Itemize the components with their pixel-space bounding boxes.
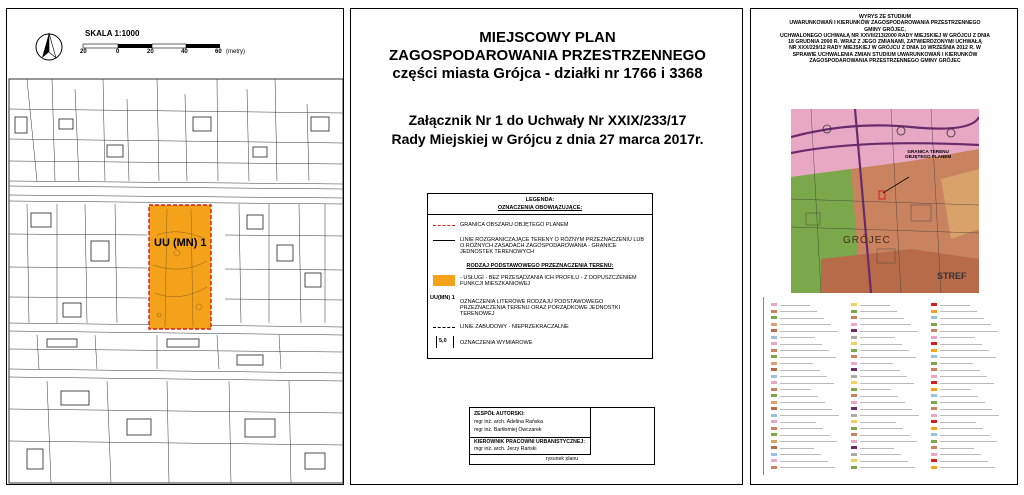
study-legend-text-line — [780, 363, 813, 364]
study-legend-swatch — [771, 355, 777, 358]
study-legend-text-line — [780, 409, 832, 410]
study-legend-text-line — [860, 344, 902, 345]
study-legend-text-line — [860, 357, 916, 358]
study-legend-swatch — [851, 446, 857, 449]
study-title-line: WYRYS ZE STUDIUM — [859, 14, 911, 20]
service-zone-swatch — [433, 275, 455, 286]
legend-basic-use: RODZAJ PODSTAWOWEGO PRZEZNACZENIA TERENU: — [466, 263, 614, 269]
study-legend-text-line — [940, 344, 982, 345]
study-legend-text-line — [940, 422, 976, 423]
scale-unit: (metry) — [226, 49, 245, 55]
study-legend-text-line — [940, 454, 981, 455]
study-legend-swatch — [851, 466, 857, 469]
study-legend-swatch — [931, 407, 937, 410]
study-legend-text-line — [780, 467, 835, 468]
study-legend-text-line — [780, 305, 810, 306]
study-legend-swatch — [931, 446, 937, 449]
study-legend-text-line — [860, 337, 895, 338]
study-legend-swatch — [771, 420, 777, 423]
study-legend-text-line — [860, 428, 903, 429]
study-legend-text-line — [940, 415, 999, 416]
study-legend-text-line — [940, 461, 988, 462]
study-legend-text-line — [780, 422, 816, 423]
study-legend-text-line — [780, 441, 837, 442]
study-legend-text-line — [940, 370, 980, 371]
resolution-title — [351, 111, 743, 149]
study-legend-swatch — [931, 453, 937, 456]
study-legend-swatch — [931, 381, 937, 384]
study-legend-text-line — [860, 389, 891, 390]
study-legend-text-line — [780, 357, 836, 358]
study-legend-swatch — [851, 355, 857, 358]
study-title-line: NR XXX/229/12 RADY MIEJSKIEJ W GRÓJCU Z DNIA 10 WRZEŚNIA 2012 R. W — [789, 45, 981, 52]
study-legend-text-line — [780, 396, 818, 397]
title-line: ZAGOSPODAROWANIA PRZESTRZENNEGO — [389, 47, 706, 64]
study-legend-text-line — [940, 409, 992, 410]
study-legend-text-line — [940, 318, 984, 319]
legend-binding: OZNACZENIA OBOWIĄZUJĄCE: — [497, 205, 583, 211]
study-title-line: GMINY GRÓJEC, — [864, 26, 906, 33]
study-legend-swatch — [931, 401, 937, 404]
study-legend-swatch — [851, 401, 857, 404]
building-line-icon — [433, 327, 455, 328]
study-legend-swatch — [931, 459, 937, 462]
study-legend-swatch — [851, 407, 857, 410]
study-legend-text-line — [780, 402, 825, 403]
study-legend-text-line — [860, 461, 908, 462]
title-line: Załącznik Nr 1 do Uchwały Nr XXIX/233/17 — [408, 112, 687, 128]
zone-label: UU (MN) 1 — [154, 237, 207, 249]
study-legend-text-line — [940, 331, 998, 332]
study-legend-swatch — [771, 394, 777, 397]
study-legend-swatch — [771, 323, 777, 326]
study-legend-text-line — [860, 324, 911, 325]
study-legend-text-line — [780, 324, 831, 325]
drawing-label: rysunek planu — [545, 456, 579, 462]
study-legend-swatch — [931, 362, 937, 365]
study-legend-swatch — [851, 453, 857, 456]
authors-box — [469, 407, 655, 465]
legend-divider — [428, 214, 652, 215]
study-legend-text-line — [940, 389, 971, 390]
study-legend-text-line — [860, 448, 894, 449]
study-legend-text-line — [860, 396, 898, 397]
legend-services: - USŁUGI - BEZ PRZESĄDZANIA ICH PROFILU - Z DOPUSZCZENIEM FUNKCJI MIESZKANIOWEJ — [460, 275, 637, 288]
legend-box — [427, 193, 653, 359]
study-legend-swatch — [931, 316, 937, 319]
study-legend-swatch — [771, 303, 777, 306]
study-legend-swatch — [771, 375, 777, 378]
plan-title — [351, 29, 743, 83]
study-legend-swatch — [931, 466, 937, 469]
study-legend-text-line — [940, 383, 994, 384]
study-legend-swatch — [931, 433, 937, 436]
study-legend-text-line — [780, 311, 817, 312]
author-name: mgr inż. Bartłomiej Owczarek — [474, 427, 542, 433]
study-legend-swatch — [931, 355, 937, 358]
study-legend-text-line — [940, 324, 991, 325]
study-legend-swatch — [851, 323, 857, 326]
plan-map-panel — [6, 8, 344, 485]
study-legend-swatch — [851, 349, 857, 352]
study-legend-swatch — [771, 336, 777, 339]
legend-header: LEGENDA: — [525, 197, 555, 203]
legend-border: GRANICA OBSZARU OBJĘTEGO PLANEM — [460, 222, 569, 228]
study-legend-text-line — [940, 402, 985, 403]
study-legend-text-line — [860, 409, 912, 410]
study-legend-swatch — [931, 303, 937, 306]
scale-title: SKALA 1:1000 — [85, 29, 140, 38]
study-legend-swatch — [771, 407, 777, 410]
study-legend-text-line — [940, 441, 997, 442]
study-map — [791, 109, 979, 293]
study-legend-swatch — [771, 427, 777, 430]
study-legend-swatch — [931, 427, 937, 430]
study-legend-swatch — [771, 342, 777, 345]
legend-letter-marks: OZNACZENIA LITEROWE RODZAJU PODSTAWOWEGO PRZEZNACZENIA TERENU ORAZ PORZĄDKOWE JEDNOSTKI TERENOWEJ — [460, 299, 621, 318]
study-legend-swatch — [851, 414, 857, 417]
study-legend-text-line — [780, 448, 814, 449]
study-legend-swatch — [851, 388, 857, 391]
study-legend-text-line — [860, 422, 896, 423]
study-legend-text-line — [860, 318, 904, 319]
study-legend-swatch — [931, 394, 937, 397]
study-legend-swatch — [851, 368, 857, 371]
study-legend-text-line — [940, 305, 970, 306]
study-legend-text-line — [860, 441, 917, 442]
study-legend-text-line — [780, 318, 824, 319]
scale-tick: 20 — [147, 49, 154, 55]
study-legend-swatch — [771, 466, 777, 469]
study-legend — [763, 297, 1007, 475]
study-legend-text-line — [940, 396, 978, 397]
study-legend-swatch — [931, 388, 937, 391]
study-legend-text-line — [940, 467, 995, 468]
study-legend-text-line — [780, 337, 815, 338]
study-legend-text-line — [940, 435, 990, 436]
study-legend-text-line — [860, 305, 890, 306]
study-legend-swatch — [851, 420, 857, 423]
study-legend-text-line — [860, 454, 901, 455]
scale-tick: 0 — [116, 49, 120, 55]
study-legend-text-line — [780, 370, 820, 371]
division-line-icon — [433, 240, 455, 241]
study-legend-swatch — [931, 420, 937, 423]
north-arrow-icon — [36, 33, 62, 60]
study-legend-text-line — [860, 383, 914, 384]
study-legend-text-line — [860, 370, 900, 371]
study-legend-swatch — [931, 375, 937, 378]
study-legend-swatch — [851, 303, 857, 306]
study-legend-text-line — [780, 331, 838, 332]
study-legend-swatch — [851, 316, 857, 319]
study-legend-swatch — [771, 316, 777, 319]
scale-bar — [83, 44, 220, 48]
study-legend-swatch — [931, 440, 937, 443]
study-title-line: SPRAWIE UCHWALENIA ZMIAN STUDIUM UWARUNKOWAŃ I KIERUNKÓW — [792, 51, 978, 58]
author-name: mgr inż. arch. Adelina Rańska — [474, 419, 543, 425]
study-legend-text-line — [780, 428, 823, 429]
study-legend-text-line — [860, 311, 897, 312]
study-legend-swatch — [851, 381, 857, 384]
study-legend-text-line — [860, 350, 909, 351]
boundary-note: GRANICA TERENU OBJĘTEGO PLANEM — [905, 149, 952, 160]
study-excerpt-panel — [750, 8, 1018, 485]
study-legend-swatch — [851, 427, 857, 430]
legend-building-lines: LINIE ZABUDOWY - NIEPRZEKRACZALNE — [460, 324, 569, 330]
study-legend-text-line — [780, 376, 827, 377]
study-legend-swatch — [851, 459, 857, 462]
study-title-line: 18 GRUDNIA 2000 R. WRAZ Z JEGO ZMIANAMI, ZATWIERDZONYMI UCHWAŁĄ — [788, 39, 982, 46]
study-legend-text-line — [860, 376, 907, 377]
study-legend-swatch — [851, 433, 857, 436]
study-legend-text-line — [940, 376, 987, 377]
study-legend-text-line — [780, 389, 811, 390]
scale-tick: 40 — [181, 49, 188, 55]
study-legend-swatch — [851, 342, 857, 345]
scale-tick: 20 — [80, 49, 87, 55]
study-legend-text-line — [940, 350, 989, 351]
study-legend-text-line — [940, 357, 996, 358]
title-line: części miasta Grójca - działki nr 1766 i 3368 — [392, 65, 703, 82]
town-label: GRÓJEC — [843, 235, 891, 246]
legend-dim-value: 5,0 — [439, 338, 447, 344]
study-legend-swatch — [851, 394, 857, 397]
study-legend-swatch — [771, 433, 777, 436]
study-legend-text-line — [940, 337, 975, 338]
study-legend-text-line — [780, 454, 821, 455]
study-legend-text-line — [780, 350, 829, 351]
study-legend-swatch — [771, 401, 777, 404]
study-legend-swatch — [851, 329, 857, 332]
study-legend-text-line — [780, 415, 839, 416]
study-legend-text-line — [860, 415, 919, 416]
study-legend-swatch — [931, 329, 937, 332]
title-line: Rady Miejskiej w Grójcu z dnia 27 marca 2017r. — [391, 131, 704, 147]
study-legend-text-line — [860, 331, 918, 332]
study-legend-swatch — [931, 310, 937, 313]
plan-area-boundary — [149, 205, 211, 329]
study-legend-swatch — [771, 414, 777, 417]
title-legend-panel — [350, 8, 743, 485]
study-legend-swatch — [851, 440, 857, 443]
scale-tick: 60 — [215, 49, 222, 55]
study-legend-swatch — [771, 310, 777, 313]
border-line-icon — [433, 225, 455, 226]
study-legend-swatch — [771, 388, 777, 391]
study-legend-swatch — [771, 362, 777, 365]
legend-dimensions: OZNACZENIA WYMIAROWE — [460, 340, 533, 346]
legend-uu-code: UU(MN) 1 — [430, 295, 455, 301]
study-legend-text-line — [860, 402, 905, 403]
study-legend-swatch — [771, 329, 777, 332]
study-legend-text-line — [940, 428, 983, 429]
study-legend-swatch — [931, 336, 937, 339]
study-legend-text-line — [860, 363, 893, 364]
title-line: MIEJSCOWY PLAN — [479, 29, 616, 46]
team-label: ZESPÓŁ AUTORSKI: — [474, 411, 525, 417]
study-legend-swatch — [931, 342, 937, 345]
study-legend-swatch — [771, 368, 777, 371]
study-legend-swatch — [931, 349, 937, 352]
study-legend-swatch — [931, 414, 937, 417]
study-legend-swatch — [931, 323, 937, 326]
study-legend-swatch — [851, 362, 857, 365]
study-legend-text-line — [940, 363, 973, 364]
head-label: KIEROWNIK PRACOWNI URBANISTYCZNEJ: — [474, 439, 585, 445]
study-legend-text-line — [780, 383, 834, 384]
study-legend-swatch — [771, 446, 777, 449]
study-legend-swatch — [771, 459, 777, 462]
study-legend-swatch — [771, 349, 777, 352]
study-title — [759, 14, 1011, 64]
study-legend-swatch — [931, 368, 937, 371]
study-legend-swatch — [771, 453, 777, 456]
study-title-line: UWARUNKOWAŃ I KIERUNKÓW ZAGOSPODAROWANIA PRZESTRZENNEGO — [789, 20, 981, 27]
study-legend-text-line — [780, 461, 828, 462]
study-legend-text-line — [940, 448, 974, 449]
street-mark: STREF — [937, 271, 967, 281]
study-legend-swatch — [851, 375, 857, 378]
study-legend-text-line — [860, 435, 910, 436]
study-legend-text-line — [860, 467, 915, 468]
study-legend-text-line — [780, 344, 822, 345]
study-legend-swatch — [851, 310, 857, 313]
study-legend-swatch — [851, 336, 857, 339]
head-name: mgr inż. arch. Jerzy Rański — [474, 446, 537, 452]
study-title-line: ZAGOSPODAROWANIA PRZESTRZENNEGO GMINY GRÓJEC — [809, 58, 961, 65]
study-legend-swatch — [771, 440, 777, 443]
legend-lines: LINIE ROZGRANICZAJĄCE TERENY O RÓŻNYM PRZEZNACZENIU LUB O RÓŻNYCH ZASADACH ZAGOSPODAROWANIA - GRANICE JEDNOSTEK TERENOWYCH — [460, 237, 645, 256]
study-legend-swatch — [771, 381, 777, 384]
study-legend-text-line — [940, 311, 977, 312]
study-legend-text-line — [780, 435, 830, 436]
study-title-line: UCHWALONEGO UCHWAŁĄ NR XXVII/213/2000 RADY MIEJSKIEJ W GRÓJCU Z DNIA — [779, 32, 991, 39]
